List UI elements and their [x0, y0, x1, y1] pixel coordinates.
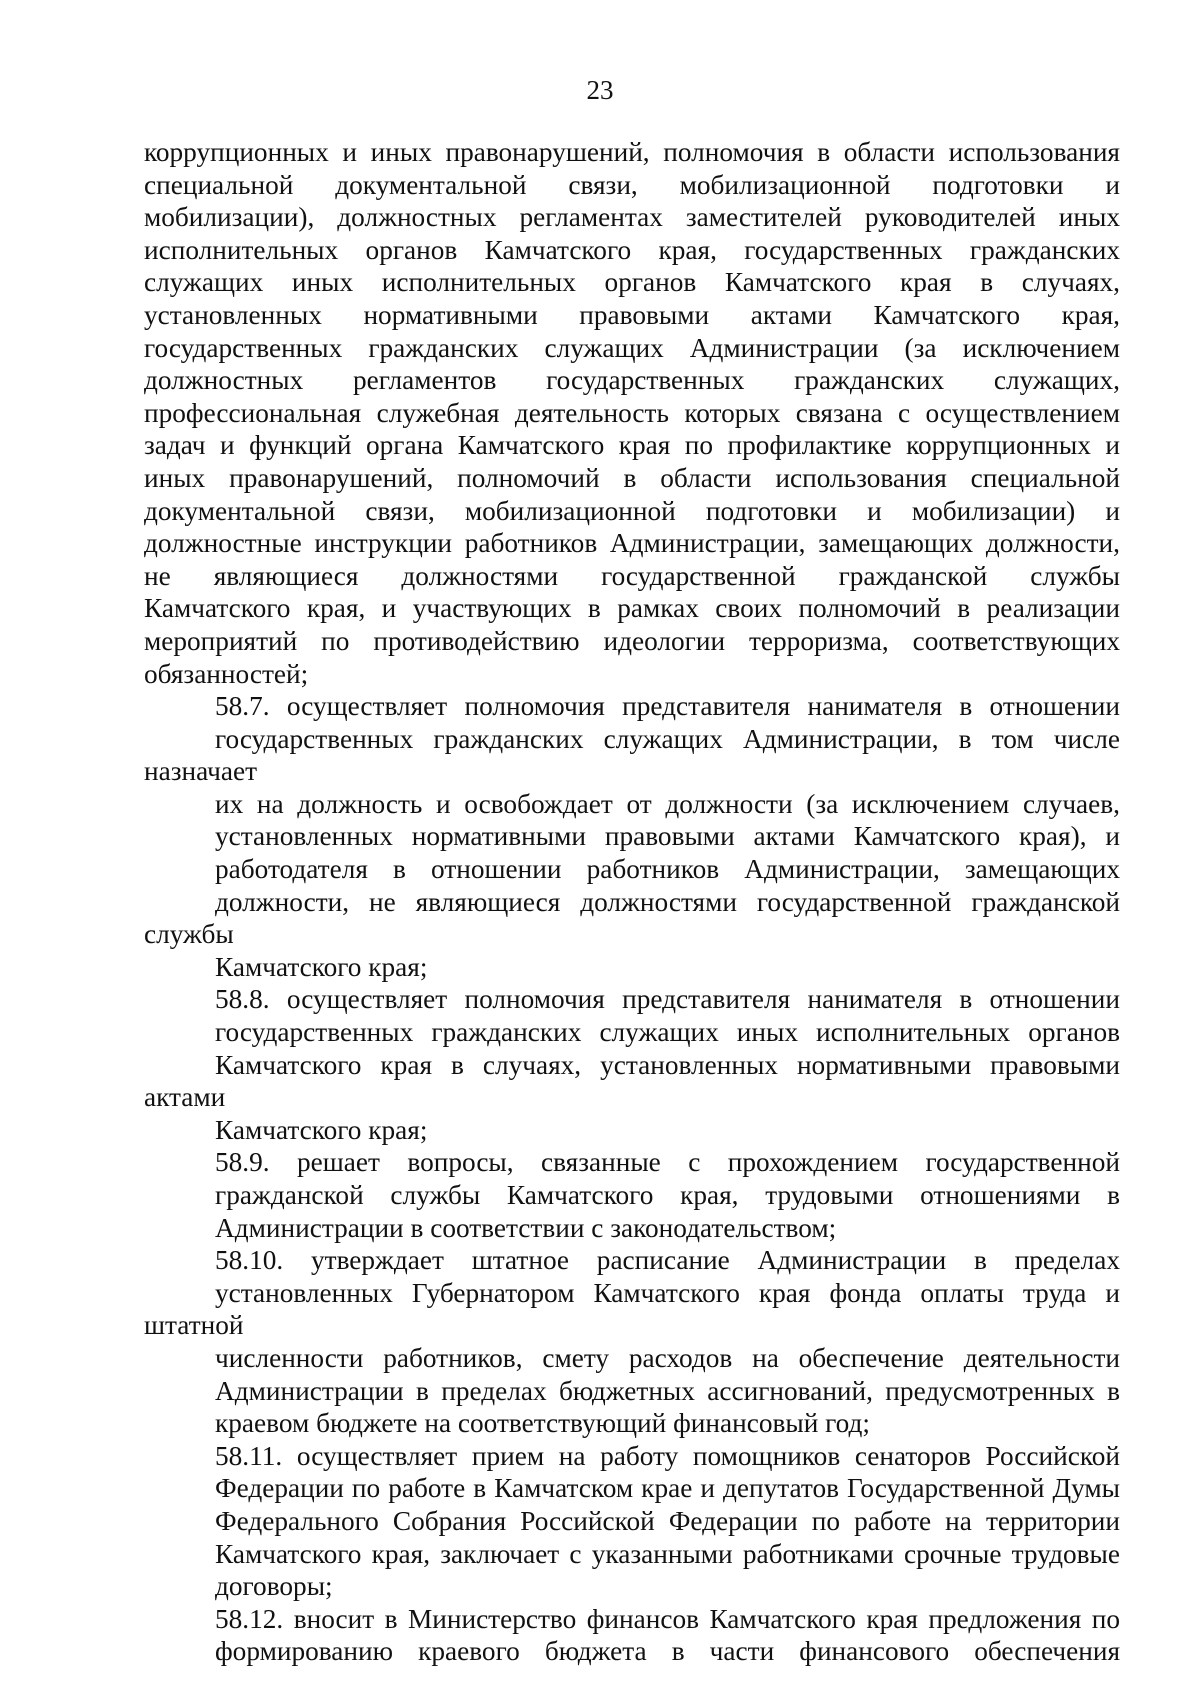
text-line: Администрации в пределах бюджетных ассигнований, предусмотренных в: [215, 1375, 1120, 1406]
paragraph: [144, 136, 1120, 690]
text-line: обязанностей;: [144, 658, 309, 689]
text-line: исполнительных органов Камчатского края, государственных гражданских: [144, 234, 1120, 265]
text-line: должностные инструкции работников Администрации, замещающих должности,: [144, 528, 1120, 559]
text-line: 58.11. осуществляет прием на работу помощников сенаторов Российской: [215, 1440, 1120, 1471]
text-line: формированию краевого бюджета в части финансового обеспечения: [215, 1636, 1120, 1667]
text-line: 58.10. утверждает штатное расписание Администрации в пределах: [215, 1245, 1120, 1276]
text-line: государственных гражданских служащих Администрации (за исключением: [144, 332, 1120, 363]
text-line: договоры;: [215, 1571, 333, 1602]
text-line: 58.12. вносит в Министерство финансов Камчатского края предложения по: [215, 1603, 1120, 1634]
text-line: не являющиеся должностями государственной гражданской службы: [144, 560, 1120, 591]
text-line: мероприятий по противодействию идеологии терроризма, соответствующих: [144, 625, 1120, 656]
text-line: работодателя в отношении работников Администрации, замещающих: [215, 854, 1120, 885]
text-line: коррупционных и иных правонарушений, полномочия в области использования: [144, 137, 1120, 167]
text-line: государственных гражданских служащих иных исполнительных органов: [215, 1017, 1120, 1048]
text-line: установленных Губернатором Камчатского края фонда оплаты труда и штатной: [144, 1277, 1120, 1341]
text-line: 58.7. осуществляет полномочия представителя нанимателя в отношении: [215, 691, 1120, 722]
text-line: Камчатского края, заключает с указанными работниками срочные трудовые: [215, 1538, 1120, 1569]
text-line: Администрации в соответствии с законодательством;: [215, 1212, 837, 1243]
paragraph: [144, 983, 1120, 1146]
text-line: должности, не являющиеся должностями государственной гражданской службы: [144, 886, 1120, 950]
text-line: Камчатского края;: [215, 951, 428, 982]
text-line: служащих иных исполнительных органов Камчатского края в случаях,: [144, 267, 1120, 298]
text-line: Федерального Собрания Российской Федерации по работе на территории: [215, 1505, 1120, 1536]
text-line: гражданской службы Камчатского края, трудовыми отношениями в: [215, 1180, 1120, 1210]
paragraph: [144, 690, 1120, 983]
text-line: 58.8. осуществляет полномочия представителя нанимателя в отношении: [215, 984, 1120, 1015]
text-line: мобилизации), должностных регламентах заместителей руководителей иных: [144, 202, 1120, 233]
text-line: Камчатского края в случаях, установленных нормативными правовыми актами: [144, 1049, 1120, 1113]
text-line: краевом бюджете на соответствующий финансовый год;: [215, 1408, 870, 1439]
page-number: 23: [586, 75, 614, 105]
text-line: Камчатского края;: [215, 1114, 428, 1145]
text-line: государственных гражданских служащих Администрации, в том числе назначает: [144, 723, 1120, 787]
paragraph: [144, 1603, 1120, 1668]
text-line: установленных нормативными правовыми актами Камчатского края), и: [215, 821, 1120, 852]
text-line: численности работников, смету расходов на обеспечение деятельности: [215, 1342, 1120, 1373]
paragraph: [144, 1440, 1120, 1603]
text-line: иных правонарушений, полномочий в области использования специальной: [144, 462, 1120, 493]
document-body: [144, 136, 1120, 1668]
text-line: Камчатского края, и участвующих в рамках своих полномочий в реализации: [144, 593, 1120, 624]
text-line: установленных нормативными правовыми актами Камчатского края,: [144, 299, 1120, 330]
text-line: Федерации по работе в Камчатском крае и депутатов Государственной Думы: [215, 1473, 1120, 1504]
text-line: должностных регламентов государственных гражданских служащих,: [144, 365, 1120, 396]
text-line: профессиональная служебная деятельность которых связана с осуществлением: [144, 397, 1120, 428]
text-line: специальной документальной связи, мобилизационной подготовки и: [144, 169, 1120, 200]
text-line: документальной связи, мобилизационной подготовки и мобилизации) и: [144, 495, 1120, 526]
text-line: 58.9. решает вопросы, связанные с прохождением государственной: [215, 1147, 1120, 1178]
paragraph: [144, 1146, 1120, 1244]
paragraph: [144, 1244, 1120, 1440]
text-line: задач и функций органа Камчатского края по профилактике коррупционных и: [144, 430, 1120, 461]
text-line: их на должность и освобождает от должности (за исключением случаев,: [215, 788, 1120, 819]
